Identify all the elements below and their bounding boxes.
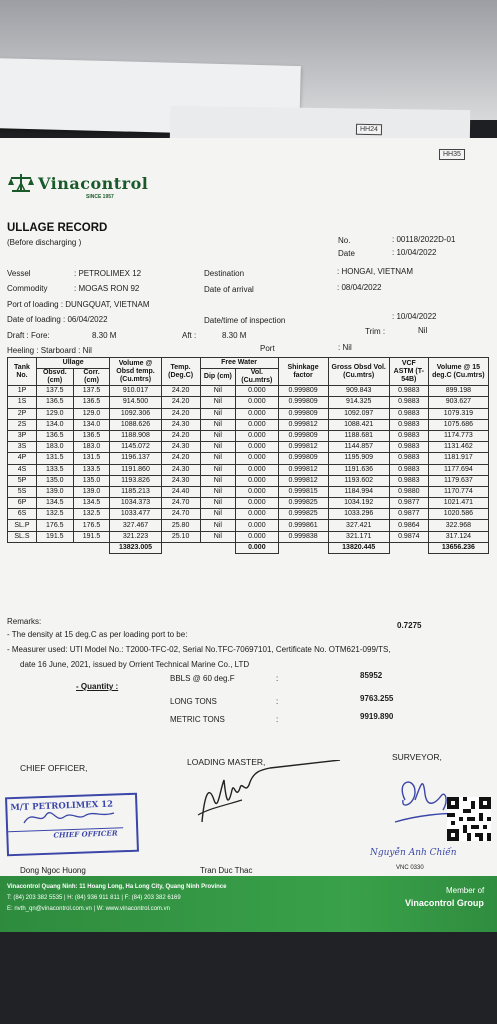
footer-member-of: Member of [446, 886, 485, 895]
table-cell: 1179.637 [428, 475, 488, 486]
table-cell: 191.5 [73, 531, 110, 542]
table-cell: 0.999809 [278, 397, 328, 408]
total-gross: 13820.445 [328, 542, 389, 553]
table-cell: SL.S [8, 531, 37, 542]
table-row [8, 397, 489, 408]
chief-officer-name: Dong Ngoc Huong [20, 866, 86, 875]
footer-phone: T: (84) 203 382 5535 | H: (84) 936 911 811 | F: (84) 203 382 6169 [7, 895, 181, 901]
table-cell: 1079.319 [428, 408, 488, 419]
table-cell: 24.70 [161, 509, 200, 520]
table-cell: 24.30 [161, 464, 200, 475]
date-label: Date [338, 249, 355, 258]
table-cell: Nil [200, 475, 236, 486]
table-cell: 0.9883 [389, 386, 428, 397]
draft-fore-value: 8.30 M [92, 331, 117, 340]
table-cell: 24.20 [161, 397, 200, 408]
table-cell: 24.20 [161, 430, 200, 441]
table-cell: 133.5 [36, 464, 73, 475]
table-cell: 131.5 [36, 453, 73, 464]
ullage-table-body [8, 386, 489, 543]
table-cell: 135.0 [73, 475, 110, 486]
remarks-density: - The density at 15 deg.C as per loading port to be: [7, 630, 188, 639]
table-cell: 1193.602 [328, 475, 389, 486]
table-cell: 183.0 [73, 442, 110, 453]
table-cell: 1188.908 [110, 430, 161, 441]
footer-address: Vinacontrol Quang Ninh: 11 Hoang Long, Ha Long City, Quang Ninh Province [7, 884, 227, 890]
table-row [8, 509, 489, 520]
table-cell: Nil [200, 531, 236, 542]
background-desk-bottom [0, 932, 497, 1024]
quantity-unit: BBLS @ 60 deg.F [170, 674, 235, 683]
table-cell: 1170.774 [428, 486, 488, 497]
table-row [8, 464, 489, 475]
table-cell: 183.0 [36, 442, 73, 453]
remarks-measurer-line2: date 16 June, 2021, issued by Orrient Technical Marine Co., LTD [20, 660, 250, 669]
table-cell: 0.999812 [278, 464, 328, 475]
table-cell: 0.000 [236, 408, 278, 419]
table-cell: 1034.373 [110, 498, 161, 509]
table-cell: 0.9877 [389, 509, 428, 520]
table-cell: 131.5 [73, 453, 110, 464]
table-cell: 0.9874 [389, 531, 428, 542]
table-cell: 0.999812 [278, 442, 328, 453]
table-cell: 0.000 [236, 430, 278, 441]
table-row [8, 430, 489, 441]
table-cell: 0.9883 [389, 408, 428, 419]
table-cell: Nil [200, 453, 236, 464]
table-row [8, 486, 489, 497]
table-cell: 914.500 [110, 397, 161, 408]
table-cell: 910.017 [110, 386, 161, 397]
table-row [8, 453, 489, 464]
table-cell: Nil [200, 486, 236, 497]
header-ullage: Ullage [36, 358, 109, 369]
table-cell: 129.0 [73, 408, 110, 419]
table-cell: 0.9883 [389, 464, 428, 475]
table-cell: Nil [200, 442, 236, 453]
table-cell: 1092.097 [328, 408, 389, 419]
table-cell: 0.000 [236, 531, 278, 542]
trim-value: Nil [418, 326, 428, 335]
table-cell: 0.9883 [389, 430, 428, 441]
table-cell: 134.5 [73, 498, 110, 509]
table-cell: 0.000 [236, 386, 278, 397]
heeling-starboard: Heeling : Starboard : Nil [7, 346, 92, 355]
table-cell: 24.40 [161, 486, 200, 497]
table-cell: 136.5 [36, 430, 73, 441]
table-cell: 0.999809 [278, 408, 328, 419]
quantity-separator: : [276, 715, 279, 724]
table-cell: 321.171 [328, 531, 389, 542]
table-row [8, 419, 489, 430]
table-cell: 3S [8, 442, 37, 453]
table-cell: 1034.192 [328, 498, 389, 509]
table-cell: 1144.857 [328, 442, 389, 453]
table-cell: 321.223 [110, 531, 161, 542]
doc-tag-right: HH35 [439, 149, 465, 160]
table-cell: 139.0 [36, 486, 73, 497]
header-gross: Gross Obsd Vol. (Cu.mtrs) [328, 358, 389, 386]
quantity-unit: LONG TONS [170, 697, 217, 706]
table-cell: 1145.072 [110, 442, 161, 453]
table-cell: 0.000 [236, 464, 278, 475]
header-tank: Tank No. [8, 358, 37, 386]
table-cell: 0.999812 [278, 475, 328, 486]
table-cell: 137.5 [73, 386, 110, 397]
table-row [8, 498, 489, 509]
loading-master-signature [190, 760, 360, 830]
header-vcf: VCF ASTM (T-54B) [389, 358, 428, 386]
draft-aft-label: Aft : [182, 331, 197, 340]
destination-label: Destination [204, 269, 245, 278]
table-cell: 0.999861 [278, 520, 328, 531]
vessel-value: : PETROLIMEX 12 [74, 269, 142, 278]
table-cell: 903.627 [428, 397, 488, 408]
table-cell: 0.000 [236, 486, 278, 497]
table-cell: 0.999812 [278, 419, 328, 430]
destination-value: : HONGAI, VIETNAM [337, 267, 414, 276]
table-cell: 24.70 [161, 498, 200, 509]
table-cell: 191.5 [36, 531, 73, 542]
brand-since: SINCE 1957 [86, 194, 114, 200]
table-row [8, 442, 489, 453]
table-cell: 0.000 [236, 520, 278, 531]
header-dip: Dip (cm) [200, 369, 236, 386]
table-cell: Nil [200, 397, 236, 408]
footer-group-name: Vinacontrol Group [405, 898, 484, 908]
table-cell: 1177.694 [428, 464, 488, 475]
table-cell: Nil [200, 520, 236, 531]
density-value: 0.7275 [397, 621, 422, 630]
table-cell: 2P [8, 408, 37, 419]
table-cell: Nil [200, 386, 236, 397]
quantity-value: 9919.890 [360, 712, 394, 721]
table-cell: 0.000 [236, 498, 278, 509]
surveyor-code: VNC 0330 [396, 865, 424, 871]
table-cell: 327.467 [110, 520, 161, 531]
table-cell: 24.20 [161, 386, 200, 397]
table-cell: 1188.681 [328, 430, 389, 441]
table-cell: 3P [8, 430, 37, 441]
table-cell: 25.10 [161, 531, 200, 542]
quantity-separator: : [276, 697, 279, 706]
table-cell: 137.5 [36, 386, 73, 397]
table-cell: 909.843 [328, 386, 389, 397]
totals-row [8, 542, 489, 553]
port-of-loading: Port of loading : DUNGQUAT, VIETNAM [7, 300, 150, 309]
table-cell: 5S [8, 486, 37, 497]
table-cell: 0.000 [236, 397, 278, 408]
table-cell: 317.124 [428, 531, 488, 542]
remarks-title: Remarks: [7, 617, 42, 626]
surveyor-name: Nguyễn Anh Chiến [370, 848, 457, 858]
table-cell: 1185.213 [110, 486, 161, 497]
table-cell: Nil [200, 430, 236, 441]
ullage-table [7, 357, 489, 554]
table-cell: 136.5 [36, 397, 73, 408]
heeling-port-value: : Nil [338, 343, 352, 352]
table-cell: 132.5 [36, 509, 73, 520]
header-shrinkage: Shinkage factor [278, 358, 328, 386]
table-row [8, 408, 489, 419]
table-cell: 6S [8, 509, 37, 520]
header-corr: Corr. (cm) [73, 369, 110, 386]
table-cell: 2S [8, 419, 37, 430]
vinacontrol-logo [8, 173, 149, 200]
table-cell: 0.999809 [278, 386, 328, 397]
table-cell: 176.5 [36, 520, 73, 531]
table-cell: 1092.306 [110, 408, 161, 419]
table-cell: 0.999825 [278, 498, 328, 509]
document-title: ULLAGE RECORD [7, 222, 108, 234]
table-cell: 0.9883 [389, 475, 428, 486]
table-cell: 134.5 [36, 498, 73, 509]
table-cell: 322.968 [428, 520, 488, 531]
qr-code-icon [447, 797, 491, 841]
commodity-label: Commodity [7, 284, 48, 293]
stamp-role: CHIEF OFFICER [8, 827, 123, 841]
table-cell: 0.9864 [389, 520, 428, 531]
table-cell: 0.999809 [278, 430, 328, 441]
table-cell: 1181.917 [428, 453, 488, 464]
table-cell: 0.9883 [389, 419, 428, 430]
inspection-label: Date/time of inspection [204, 316, 286, 325]
table-cell: 1088.626 [110, 419, 161, 430]
table-cell: 1131.462 [428, 442, 488, 453]
table-row [8, 386, 489, 397]
no-label: No. [338, 236, 351, 245]
header-volume-15: Volume @ 15 deg.C (Cu.mtrs) [428, 358, 488, 386]
table-cell: 25.80 [161, 520, 200, 531]
arrival-label: Date of arrival [204, 285, 254, 294]
scale-logo-icon [8, 173, 34, 193]
table-cell: Nil [200, 464, 236, 475]
date-value: : 10/04/2022 [392, 248, 437, 257]
table-cell: 1193.826 [110, 475, 161, 486]
table-cell: 914.325 [328, 397, 389, 408]
table-cell: 1191.636 [328, 464, 389, 475]
total-free-water: 0.000 [236, 542, 278, 553]
table-cell: 1021.471 [428, 498, 488, 509]
table-cell: 0.9880 [389, 486, 428, 497]
table-cell: 899.198 [428, 386, 488, 397]
table-row [8, 475, 489, 486]
table-cell: 139.0 [73, 486, 110, 497]
table-cell: 1020.586 [428, 509, 488, 520]
table-cell: 135.0 [36, 475, 73, 486]
footer-email: E: nvth_qn@vinacontrol.com.vn | W: www.vinacontrol.com.vn [7, 906, 170, 912]
header-temp: Temp. (Deg.C) [161, 358, 200, 386]
doc-tag-top: HH24 [356, 124, 382, 135]
draft-aft-value: 8.30 M [222, 331, 247, 340]
table-cell: 4S [8, 464, 37, 475]
document-subtitle: (Before discharging ) [7, 238, 82, 247]
table-cell: 24.20 [161, 453, 200, 464]
table-cell: 6P [8, 498, 37, 509]
table-cell: Nil [200, 408, 236, 419]
table-cell: Nil [200, 498, 236, 509]
heeling-port-label: Port [260, 344, 275, 353]
remarks-measurer-line1: - Measurer used: UTI Model No.: T2000-TFC-02, Serial No.TFC-70697101, Certificate No. OTM621-099/TS, [7, 645, 391, 654]
table-cell: 0.000 [236, 475, 278, 486]
table-cell: 1184.994 [328, 486, 389, 497]
stamp-vessel-name: M/T PETROLIMEX 12 [10, 799, 114, 814]
trim-label: Trim : [365, 327, 386, 336]
table-cell: 0.9883 [389, 453, 428, 464]
table-cell: 129.0 [36, 408, 73, 419]
arrival-value: : 08/04/2022 [337, 283, 382, 292]
table-cell: 24.30 [161, 475, 200, 486]
table-cell: 0.000 [236, 509, 278, 520]
surveyor-label: SURVEYOR, [392, 752, 442, 762]
table-cell: 1195.909 [328, 453, 389, 464]
table-cell: 0.9877 [389, 498, 428, 509]
table-cell: 0.000 [236, 442, 278, 453]
table-row [8, 531, 489, 542]
table-cell: 0.999838 [278, 531, 328, 542]
table-cell: 133.5 [73, 464, 110, 475]
table-cell: 1P [8, 386, 37, 397]
table-cell: 132.5 [73, 509, 110, 520]
table-cell: 136.5 [73, 430, 110, 441]
quantity-value: 85952 [360, 671, 383, 680]
table-cell: 24.30 [161, 442, 200, 453]
inspection-value: : 10/04/2022 [392, 312, 437, 321]
table-cell: 0.000 [236, 453, 278, 464]
draft-label: Draft : Fore: [7, 331, 50, 340]
chief-officer-label: CHIEF OFFICER, [20, 763, 88, 773]
table-cell: 0.999825 [278, 509, 328, 520]
table-cell: Nil [200, 419, 236, 430]
total-volume-15: 13656.236 [428, 542, 488, 553]
table-cell: 0.999815 [278, 486, 328, 497]
commodity-value: : MOGAS RON 92 [74, 284, 140, 293]
table-cell: 0.9883 [389, 442, 428, 453]
loading-master-label: LOADING MASTER, [187, 757, 266, 767]
table-cell: 1S [8, 397, 37, 408]
table-cell: 5P [8, 475, 37, 486]
no-value: : 00118/2022D-01 [392, 235, 456, 244]
table-cell: 1196.137 [110, 453, 161, 464]
header-free-water: Free Water [200, 358, 278, 369]
table-cell: 1033.296 [328, 509, 389, 520]
table-cell: Nil [200, 509, 236, 520]
date-of-loading: Date of loading : 06/04/2022 [7, 315, 108, 324]
table-cell: 176.5 [73, 520, 110, 531]
table-cell: 1033.477 [110, 509, 161, 520]
header-vol: Vol. (Cu.mtrs) [236, 369, 278, 386]
table-cell: 134.0 [73, 419, 110, 430]
table-cell: 1191.860 [110, 464, 161, 475]
table-cell: 24.30 [161, 419, 200, 430]
quantity-value: 9763.255 [360, 694, 394, 703]
loading-master-name: Tran Duc Thac [200, 866, 253, 875]
chief-officer-signature [22, 805, 122, 829]
quantity-label: - Quantity : [76, 682, 119, 691]
table-cell: 4P [8, 453, 37, 464]
header-obsvd: Obsvd. (cm) [36, 369, 73, 386]
header-volume-obsd: Volume @ Obsd temp. (Cu.mtrs) [110, 358, 161, 386]
table-cell: 1075.686 [428, 419, 488, 430]
vessel-label: Vessel [7, 269, 31, 278]
table-cell: 0.999809 [278, 453, 328, 464]
table-cell: 136.5 [73, 397, 110, 408]
table-cell: SL.P [8, 520, 37, 531]
table-cell: 327.421 [328, 520, 389, 531]
table-cell: 1088.421 [328, 419, 389, 430]
table-cell: 24.20 [161, 408, 200, 419]
brand-name: Vinacontrol [38, 173, 149, 193]
table-row [8, 520, 489, 531]
table-cell: 0.9883 [389, 397, 428, 408]
quantity-unit: METRIC TONS [170, 715, 225, 724]
table-cell: 1174.773 [428, 430, 488, 441]
total-volume: 13823.005 [110, 542, 161, 553]
table-cell: 134.0 [36, 419, 73, 430]
table-cell: 0.000 [236, 419, 278, 430]
quantity-separator: : [276, 674, 279, 683]
